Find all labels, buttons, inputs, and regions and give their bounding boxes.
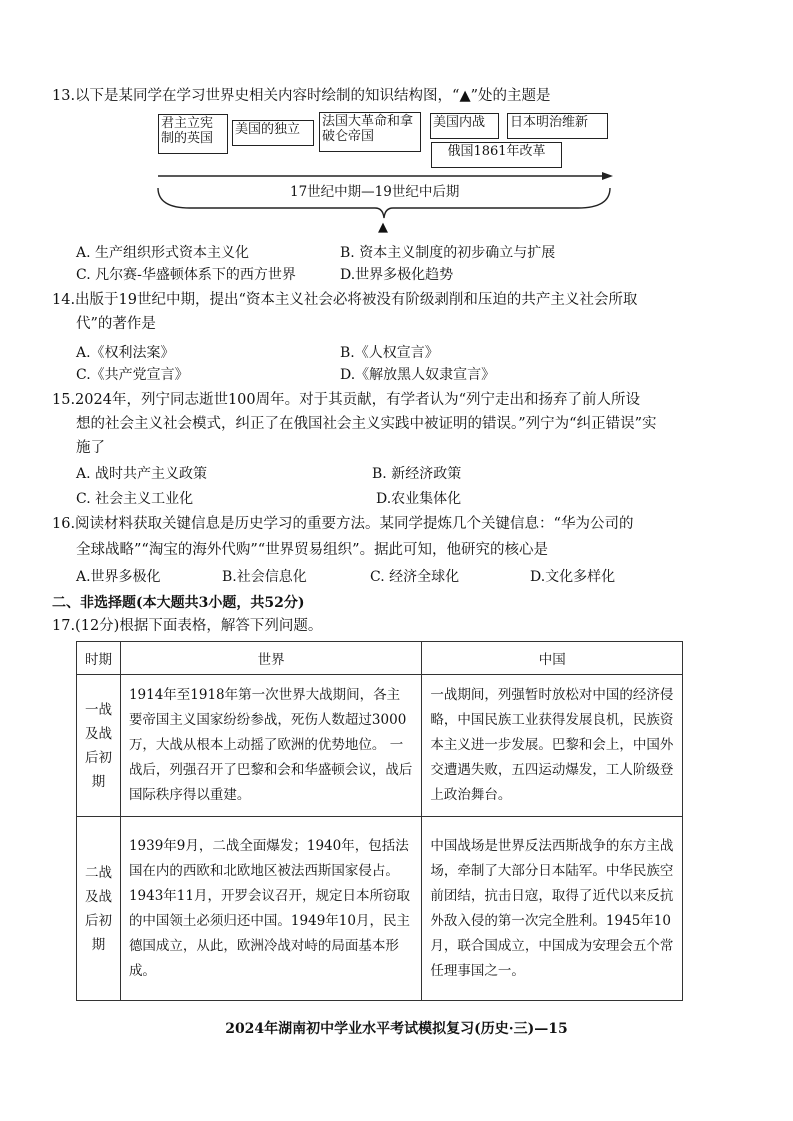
q15-stem-line3: 施了 — [76, 440, 105, 456]
diagram-box-french-revolution: 法国大革命和拿破仑帝国 — [319, 112, 421, 152]
q14-option-c: C.《共产党宣言》 — [76, 367, 189, 383]
q14-stem-line2: 代”的著作是 — [76, 316, 156, 332]
header-world: 世界 — [120, 642, 421, 675]
period-line: 期 — [91, 773, 106, 790]
china-text: 中国战场是世界反法西斯战争的东方主战场，牵制了大部分日本陆军。中华民族空前团结，抗击日寇，取得了近代以来反抗外敌入侵的第一次完全胜利。1945年10月，联合国成立，中国成为安理会五个常任理事国之一。 — [430, 837, 674, 979]
china-cell — [422, 817, 683, 1001]
q15-stem-line1: 15.2024年，列宁同志逝世100周年。对于其贡献，有学者认为“列宁走出和扬弃了前人所设 — [52, 392, 641, 408]
q13-option-c: C. 凡尔赛-华盛顿体系下的西方世界 — [76, 267, 296, 283]
page-footer: 2024年湖南初中学业水平考试模拟复习(历史·三)—15 — [225, 1021, 568, 1037]
diagram-box-russia-reform: 俄国1861年改革 — [431, 142, 562, 168]
q16-stem-line2: 全球战略”“淘宝的海外代购”“世界贸易组织”。据此可知，他研究的核心是 — [76, 542, 549, 558]
diagram-box-meiji-restoration: 日本明治维新 — [507, 113, 608, 139]
diagram-box-american-civil-war: 美国内战 — [430, 113, 499, 139]
china-text: 一战期间，列强暂时放松对中国的经济侵略，中国民族工业获得发展良机，民族资本主义进一步发展。巴黎和会上，中国外交遭遇失败，五四运动爆发，工人阶级登上政治舞台。 — [430, 687, 674, 803]
q13-stem: 13.以下是某同学在学习世界史相关内容时绘制的知识结构图，“▲”处的主题是 — [52, 88, 551, 104]
world-cell — [120, 817, 421, 1001]
q14-stem-line1: 14.出版于19世纪中期，提出“资本主义社会必将被没有阶级剥削和压迫的共产主义社会所取 — [52, 292, 638, 308]
timeline-label: 17世纪中期—19世纪中后期 — [290, 184, 460, 200]
q14-option-d: D.《解放黑人奴隶宣言》 — [340, 367, 496, 383]
period-line: 一战 — [84, 701, 112, 718]
section-heading: 二、非选择题(本大题共3小题，共52分) — [52, 595, 305, 611]
table-header-row — [77, 642, 683, 675]
diagram-box-england: 君主立宪制的英国 — [158, 114, 228, 154]
theme-marker: ▲ — [378, 220, 388, 235]
q13-option-d: D.世界多极化趋势 — [340, 267, 454, 283]
period-cell — [77, 817, 121, 1001]
q14-option-b: B.《人权宣言》 — [340, 345, 439, 361]
q16-option-c: C. 经济全球化 — [370, 569, 460, 585]
timeline-arrow-head — [602, 172, 613, 180]
period-line: 期 — [91, 936, 106, 953]
q17-stem: 17.(12分)根据下面表格，解答下列问题。 — [52, 618, 323, 634]
world-text: 1914年至1918年第一次世界大战期间，各主要帝国主义国家纷纷参战，死伤人数超过3000万，大战从根本上动摇了欧洲的优势地位。 一战后，列强召开了巴黎和会和华盛顿会议，战后国际秩序得以重建。 — [128, 687, 413, 803]
header-china: 中国 — [422, 642, 683, 675]
q14-option-a: A.《权利法案》 — [76, 345, 175, 361]
period-line: 后初 — [84, 749, 112, 766]
period-line: 二战 — [84, 864, 112, 881]
q13-option-b: B. 资本主义制度的初步确立与扩展 — [340, 245, 556, 261]
table-row — [77, 675, 683, 817]
q16-option-d: D.文化多样化 — [530, 569, 616, 585]
period-cell — [77, 675, 121, 817]
q15-option-a: A. 战时共产主义政策 — [76, 466, 208, 482]
header-period: 时期 — [77, 642, 121, 675]
q13-option-a: A. 生产组织形式资本主义化 — [76, 245, 250, 261]
q15-option-c: C. 社会主义工业化 — [76, 491, 194, 507]
q15-stem-line2: 想的社会主义社会模式，纠正了在俄国社会主义实践中被证明的错误。”列宁为“纠正错误”实 — [76, 416, 657, 432]
period-line: 及战 — [84, 888, 112, 905]
history-table — [76, 641, 683, 1001]
period-line: 后初 — [84, 912, 112, 929]
q16-option-b: B.社会信息化 — [222, 569, 307, 585]
world-text: 1939年9月，二战全面爆发；1940年，包括法国在内的西欧和北欧地区被法西斯国家侵占。1943年11月，开罗会议召开，规定日本所窃取的中国领土必须归还中国。1949年10月，民主德国成立，从此，欧洲冷战对峙的局面基本形成。 — [128, 837, 410, 979]
q15-option-d: D.农业集体化 — [376, 491, 462, 507]
table-row — [77, 817, 683, 1001]
q16-stem-line1: 16.阅读材料获取关键信息是历史学习的重要方法。某同学提炼几个关键信息：“华为公司的 — [52, 516, 634, 532]
world-cell — [120, 675, 421, 817]
diagram-box-america-independence: 美国的独立 — [232, 120, 314, 146]
china-cell — [422, 675, 683, 817]
q16-option-a: A.世界多极化 — [76, 569, 161, 585]
period-line: 及战 — [84, 725, 112, 742]
q15-option-b: B. 新经济政策 — [372, 466, 462, 482]
